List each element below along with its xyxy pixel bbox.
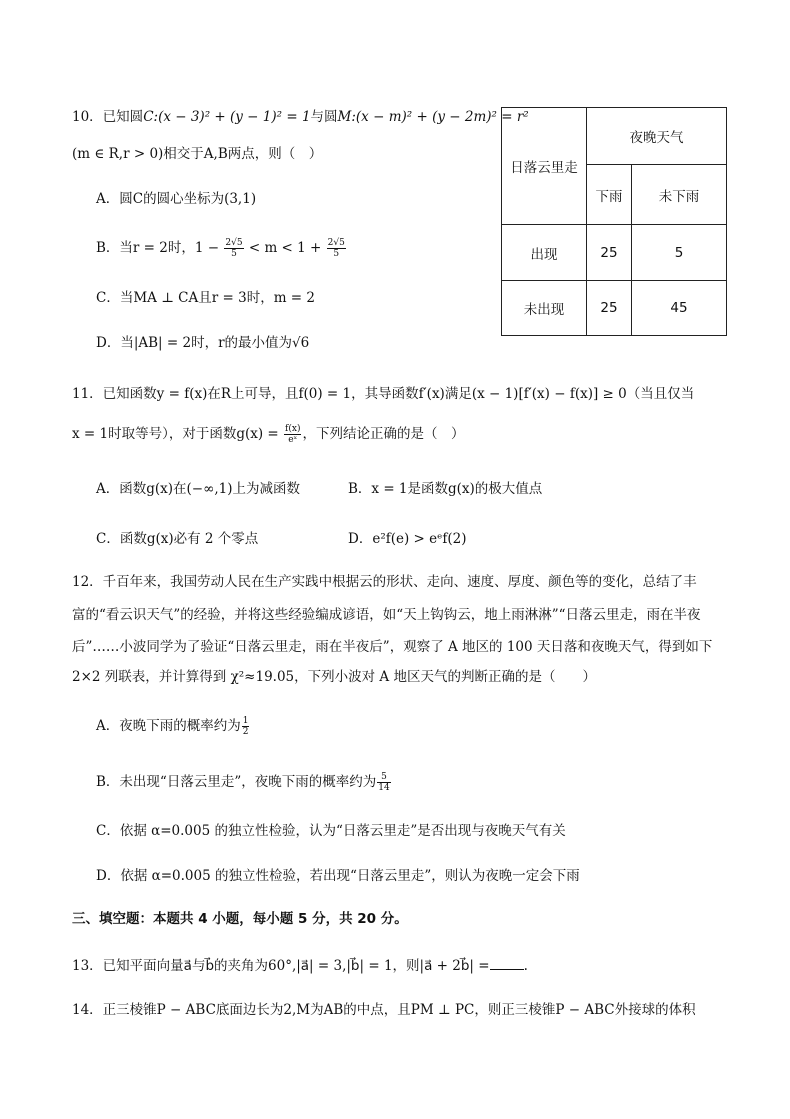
q11-option-d: D．e²f(e) > eᵉf(2)	[348, 531, 467, 547]
table-cell: 45	[632, 281, 727, 336]
q10-optb-pre: B．当r = 2时，1 −	[96, 240, 220, 256]
table-col-rain: 下雨	[587, 165, 632, 225]
table-row-label: 未出现	[502, 281, 587, 336]
q11-option-b: B．x = 1是函数g(x)的极大值点	[348, 481, 543, 497]
q13-line	[72, 957, 528, 975]
q10-mid: 与圆	[310, 109, 338, 125]
table-cell: 25	[587, 281, 632, 336]
q11-option-c: C．函数g(x)必有 2 个零点	[96, 531, 259, 547]
table-col-group: 夜晚天气	[587, 108, 727, 165]
frac-den: 5	[231, 249, 237, 259]
frac-num: 1	[242, 716, 249, 726]
section-title: 三、填空题：本题共 4 小题，每小题 5 分，共 20 分。	[72, 911, 408, 927]
table-cell: 25	[587, 225, 632, 281]
q11-line1: 11．已知函数y = f(x)在R上可导，且f(0) = 1，其导函数f′(x)满足(x − 1)[f′(x) − f(x)] ≥ 0（当且仅当	[72, 386, 695, 402]
q12-option-c: C．依据 α=0.005 的独立性检验，认为“日落云里走”是否出现与夜晚天气有关	[96, 823, 566, 839]
q12-opta-frac	[242, 716, 250, 737]
frac-den: 2	[242, 727, 249, 737]
table-row	[502, 281, 727, 336]
q10-option-d: D．当|AB| = 2时，r的最小值为√6	[96, 335, 310, 351]
q12-opta-pre: A．夜晚下雨的概率约为	[96, 718, 241, 734]
frac-den: 5	[333, 249, 340, 259]
q12-option-a	[96, 716, 250, 737]
table-row	[502, 225, 727, 281]
q11-line2	[72, 424, 464, 445]
table-row-header: 日落云里走	[502, 108, 587, 225]
q10-option-b	[96, 238, 347, 259]
q13-end: .	[523, 958, 528, 974]
frac-num: 2√5	[327, 238, 345, 248]
q10-circle-c: C:(x − 3)² + (y − 1)² = 1	[143, 109, 311, 125]
table-col-no-rain: 未下雨	[632, 165, 727, 225]
q10-line2: (m ∈ R,r > 0)相交于A,B两点，则（ ）	[72, 146, 323, 162]
frac-den: eˣ	[288, 435, 298, 445]
q10-optb-frac2	[327, 238, 346, 259]
q12-optb-pre: B．未出现“日落云里走”，夜晚下雨的概率约为	[96, 774, 377, 790]
q12-option-b	[96, 772, 392, 793]
q10-optb-mid: < m < 1 +	[248, 240, 322, 256]
frac-num: 2√5	[225, 238, 243, 248]
q12-line3: 后”……小波同学为了验证“日落云里走，雨在半夜后”，观察了 A 地区的 100 天日落和夜晚天气，得到如下	[72, 639, 713, 655]
q10-optb-frac1	[224, 238, 243, 259]
q12-optb-frac	[377, 772, 390, 793]
q10-circle-m: M:(x − m)² + (y − 2m)² = r²	[337, 109, 529, 125]
q10-option-a: A．圆C的圆心坐标为(3,1)	[96, 191, 257, 207]
q11-frac	[284, 424, 301, 445]
q12-line2: 富的“看云识天气”的经验，并将这些经验编成谚语，如“天上钩钩云，地上雨淋淋”“日落云里走，雨在半夜	[72, 607, 701, 623]
q12-line1: 12．千百年来，我国劳动人民在生产实践中根据云的形状、走向、速度、厚度、颜色等的变化，总结了丰	[72, 574, 697, 590]
q10-prefix: 10．已知圆	[72, 109, 144, 125]
q11-line2-post: ，下列结论正确的是（ ）	[302, 426, 465, 442]
frac-num: 5	[377, 772, 390, 783]
table-row-label: 出现	[502, 225, 587, 281]
q13-answer-blank[interactable]	[490, 957, 524, 970]
q10-line1	[72, 108, 529, 126]
frac-num: f(x)	[285, 424, 301, 434]
q11-option-a: A．函数g(x)在(−∞,1)上为减函数	[96, 481, 301, 497]
contingency-table	[501, 107, 727, 336]
q12-line4: 2×2 列联表，并计算得到 χ²≈19.05，下列小波对 A 地区天气的判断正确的是（ ）	[72, 669, 596, 685]
q14-line: 14．正三棱锥P − ABC底面边长为2,M为AB的中点，且PM ⊥ PC，则正三棱锥P − ABC外接球的体积	[72, 1002, 696, 1018]
q10-option-c: C．当MA ⊥ CA且r = 3时，m = 2	[96, 290, 315, 306]
q11-line2-pre: x = 1时取等号），对于函数g(x) =	[72, 426, 279, 442]
frac-den: 14	[378, 783, 390, 793]
q12-option-d: D．依据 α=0.005 的独立性检验，若出现“日落云里走”，则认为夜晚一定会下雨	[96, 868, 580, 884]
q13-text: 13．已知平面向量a⃗与b⃗的夹角为60°,|a⃗| = 3,|b⃗| = 1，则|a⃗ + 2b⃗| =	[72, 958, 490, 974]
table-cell: 5	[632, 225, 727, 281]
